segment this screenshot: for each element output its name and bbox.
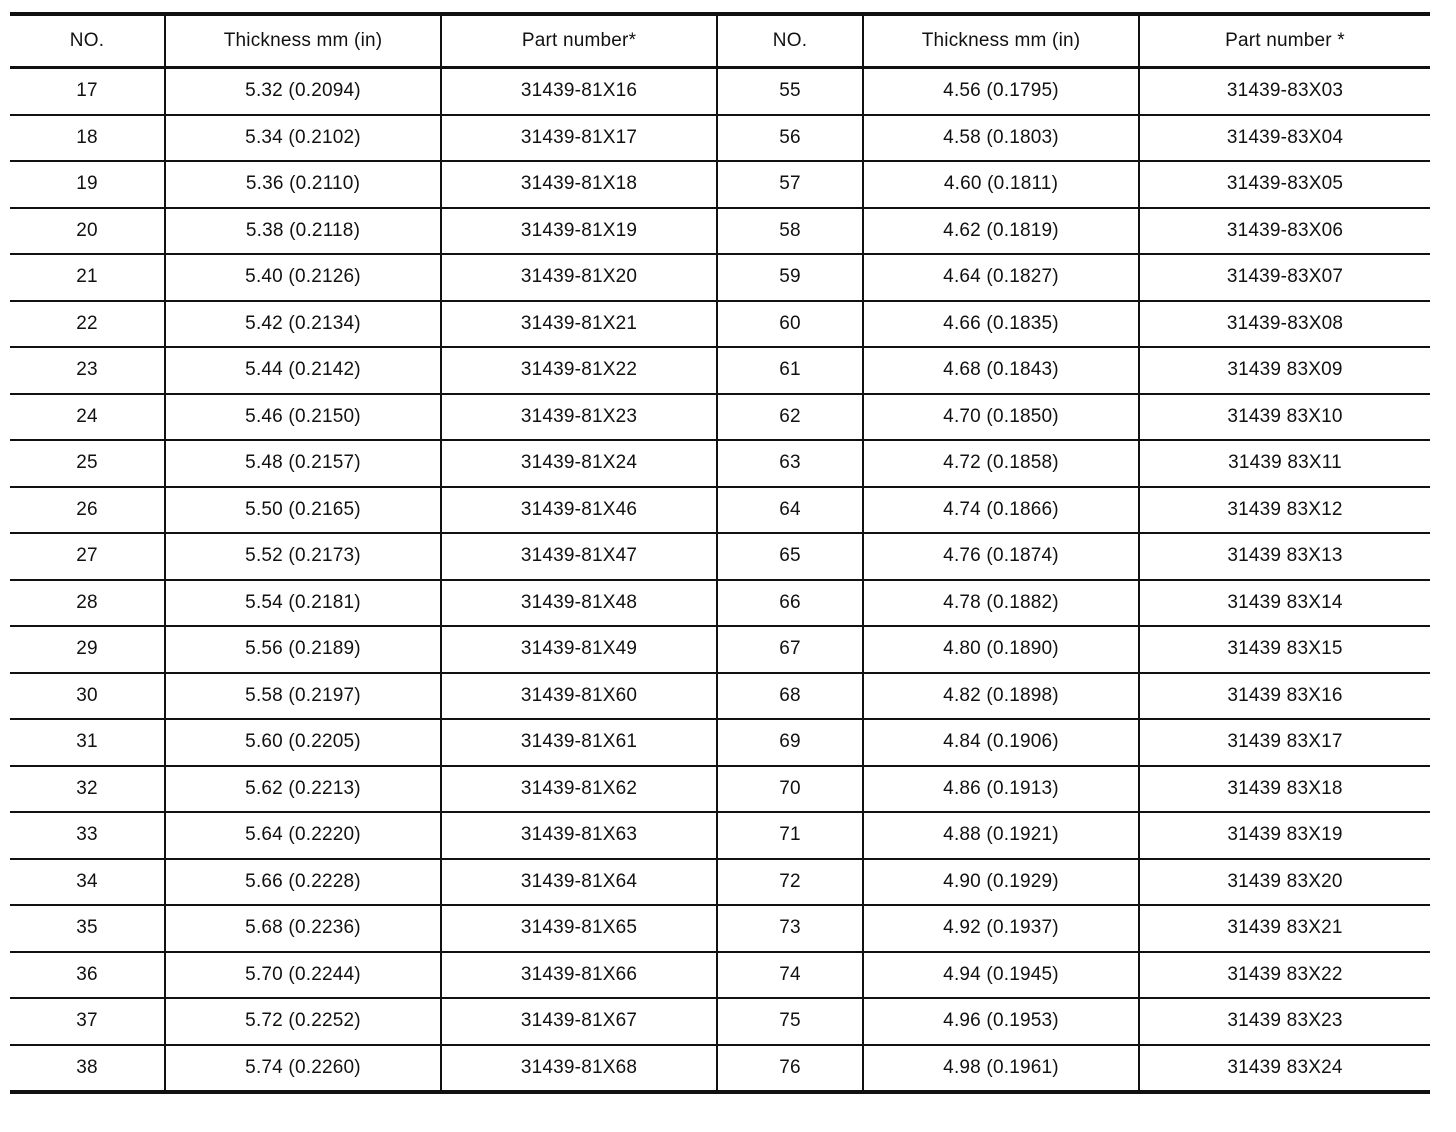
cell-no-left: 23	[10, 347, 165, 394]
cell-part-number-left: 31439-81X63	[441, 812, 717, 859]
table-row	[10, 719, 1430, 766]
cell-thickness-left: 5.66 (0.2228)	[165, 859, 441, 906]
cell-no-left: 38	[76, 1056, 98, 1078]
cell-no-left: 29	[10, 626, 165, 673]
cell-no-left: 30	[10, 673, 165, 720]
cell-thickness-left: 5.54 (0.2181)	[165, 580, 441, 627]
cell-no-right: 67	[717, 626, 863, 673]
cell-no-left: 37	[10, 998, 165, 1045]
cell-part-number-left: 31439-81X24	[441, 440, 717, 487]
cell-thickness-left: 5.44 (0.2142)	[165, 347, 441, 394]
cell-part-number-right: 31439-83X05	[1139, 161, 1430, 208]
cell-part-number-right: 31439-83X03	[1139, 68, 1430, 115]
cell-thickness-left: 5.46 (0.2150)	[165, 394, 441, 441]
cell-no-right: 69	[717, 719, 863, 766]
cell-part-number-right: 31439 83X11	[1139, 440, 1430, 487]
cell-thickness-left: 5.32 (0.2094)	[165, 68, 441, 115]
table-row	[10, 347, 1430, 394]
table-row	[10, 68, 1430, 115]
table-row	[10, 440, 1430, 487]
cell-thickness-right: 4.64 (0.1827)	[863, 254, 1139, 301]
cell-part-number-left: 31439-81X65	[441, 905, 717, 952]
cell-part-number-left: 31439-81X49	[441, 626, 717, 673]
cell-no-right: 68	[717, 673, 863, 720]
cell-thickness-right: 4.68 (0.1843)	[863, 347, 1139, 394]
cell-part-number-right: 31439 83X10	[1139, 394, 1430, 441]
cell-thickness-left: 5.60 (0.2205)	[165, 719, 441, 766]
cell-thickness-right: 4.70 (0.1850)	[863, 394, 1139, 441]
cell-part-number-left: 31439-81X22	[441, 347, 717, 394]
header-no-right: NO.	[717, 14, 863, 68]
cell-thickness-left: 5.72 (0.2252)	[165, 998, 441, 1045]
table-row	[10, 952, 1430, 999]
cell-no-left: 20	[10, 208, 165, 255]
cell-no-right: 76	[717, 1045, 863, 1093]
cell-thickness-right: 4.92 (0.1937)	[863, 905, 1139, 952]
cell-part-number-right: 31439 83X20	[1139, 859, 1430, 906]
cell-no-left: 24	[10, 394, 165, 441]
cell-part-number-right: 31439 83X16	[1139, 673, 1430, 720]
cell-thickness-left: 5.70 (0.2244)	[165, 952, 441, 999]
cell-part-number-right: 31439 83X18	[1139, 766, 1430, 813]
table-row	[10, 905, 1430, 952]
cell-no-right: 55	[717, 68, 863, 115]
table-row	[10, 487, 1430, 534]
cell-no-right: 61	[717, 347, 863, 394]
cell-thickness-right: 4.74 (0.1866)	[863, 487, 1139, 534]
cell-part-number-left: 31439-81X61	[441, 719, 717, 766]
cell-thickness-right: 4.76 (0.1874)	[863, 533, 1139, 580]
cell-thickness-right: 4.98 (0.1961)	[863, 1045, 1139, 1093]
cell-no-left: 17	[10, 68, 165, 115]
cell-no-left: 31	[10, 719, 165, 766]
cell-no-left: 33	[10, 812, 165, 859]
cell-thickness-right: 4.88 (0.1921)	[863, 812, 1139, 859]
cell-no-left: 21	[10, 254, 165, 301]
header-thickness-left: Thickness mm (in)	[165, 14, 441, 68]
cell-no-right: 70	[717, 766, 863, 813]
cell-no-left: 22	[10, 301, 165, 348]
cell-part-number-left: 31439-81X47	[441, 533, 717, 580]
cell-part-number-left: 31439-81X66	[441, 952, 717, 999]
cell-thickness-right: 4.84 (0.1906)	[863, 719, 1139, 766]
shim-thickness-table	[10, 12, 1430, 1094]
table-header	[10, 14, 1430, 68]
cell-part-number-left: 31439-81X46	[441, 487, 717, 534]
cell-part-number-right: 31439 83X15	[1139, 626, 1430, 673]
cell-no-right: 60	[717, 301, 863, 348]
cell-thickness-right: 4.82 (0.1898)	[863, 673, 1139, 720]
cell-thickness-right: 4.66 (0.1835)	[863, 301, 1139, 348]
cell-thickness-right: 4.58 (0.1803)	[863, 115, 1139, 162]
cell-thickness-left: 5.50 (0.2165)	[165, 487, 441, 534]
document-page	[10, 12, 1430, 1094]
cell-no-right: 66	[717, 580, 863, 627]
cell-part-number-right: 31439 83X17	[1139, 719, 1430, 766]
cell-no-right: 73	[717, 905, 863, 952]
table-row	[10, 580, 1430, 627]
cell-no-right: 64	[717, 487, 863, 534]
table-body	[10, 68, 1430, 1093]
cell-no-right: 63	[717, 440, 863, 487]
cell-thickness-right: 4.94 (0.1945)	[863, 952, 1139, 999]
cell-no-left: 26	[10, 487, 165, 534]
cell-part-number-right: 31439 83X19	[1139, 812, 1430, 859]
cell-thickness-left: 5.48 (0.2157)	[165, 440, 441, 487]
cell-thickness-left: 5.36 (0.2110)	[165, 161, 441, 208]
cell-thickness-right: 4.80 (0.1890)	[863, 626, 1139, 673]
header-part-number-left: Part number*	[441, 14, 717, 68]
cell-no-left: 32	[10, 766, 165, 813]
cell-no-right: 58	[717, 208, 863, 255]
table-row	[10, 115, 1430, 162]
cell-no-left: 35	[10, 905, 165, 952]
table-row	[10, 533, 1430, 580]
cell-no-right: 74	[717, 952, 863, 999]
cell-thickness-right: 4.60 (0.1811)	[863, 161, 1139, 208]
table-row	[10, 394, 1430, 441]
cell-no-right: 65	[717, 533, 863, 580]
cell-part-number-right: 31439 83X14	[1139, 580, 1430, 627]
cell-part-number-right: 31439 83X12	[1139, 487, 1430, 534]
table-row	[10, 208, 1430, 255]
cell-no-left: 19	[10, 161, 165, 208]
cell-thickness-left: 5.52 (0.2173)	[165, 533, 441, 580]
cell-part-number-left: 31439-81X19	[441, 208, 717, 255]
cell-thickness-left: 5.68 (0.2236)	[165, 905, 441, 952]
cell-part-number-right: 31439 83X21	[1139, 905, 1430, 952]
cell-no-right: 71	[717, 812, 863, 859]
cell-part-number-left: 31439-81X21	[441, 301, 717, 348]
table-row	[10, 161, 1430, 208]
cell-part-number-right: 31439 83X24	[1139, 1045, 1430, 1093]
cell-no-right: 57	[717, 161, 863, 208]
cell-part-number-left: 31439-81X67	[441, 998, 717, 1045]
cell-no-left: 27	[10, 533, 165, 580]
cell-thickness-left: 5.34 (0.2102)	[165, 115, 441, 162]
cell-part-number-left: 31439-81X23	[441, 394, 717, 441]
cell-thickness-left: 5.56 (0.2189)	[165, 626, 441, 673]
cell-part-number-right: 31439 83X09	[1139, 347, 1430, 394]
cell-thickness-right: 4.78 (0.1882)	[863, 580, 1139, 627]
table-row	[10, 1045, 1430, 1093]
cell-part-number-left: 31439-81X64	[441, 859, 717, 906]
cell-thickness-left: 5.58 (0.2197)	[165, 673, 441, 720]
cell-part-number-left: 31439-81X62	[441, 766, 717, 813]
cell-thickness-left: 5.74 (0.2260)	[165, 1045, 441, 1093]
cell-no-left: 34	[10, 859, 165, 906]
header-row	[10, 14, 1430, 68]
cell-thickness-right: 4.56 (0.1795)	[863, 68, 1139, 115]
cell-thickness-right: 4.90 (0.1929)	[863, 859, 1139, 906]
cell-part-number-left: 31439-81X18	[441, 161, 717, 208]
cell-part-number-right: 31439-83X06	[1139, 208, 1430, 255]
cell-no-right: 62	[717, 394, 863, 441]
cell-part-number-right: 31439-83X04	[1139, 115, 1430, 162]
cell-no-left: 36	[10, 952, 165, 999]
table-row	[10, 998, 1430, 1045]
cell-part-number-left: 31439-81X48	[441, 580, 717, 627]
cell-part-number-left: 31439-81X68	[441, 1045, 717, 1093]
cell-no-right: 72	[717, 859, 863, 906]
cell-thickness-left: 5.64 (0.2220)	[165, 812, 441, 859]
table-row	[10, 626, 1430, 673]
cell-no-left: 18	[10, 115, 165, 162]
table-row	[10, 812, 1430, 859]
cell-thickness-right: 4.96 (0.1953)	[863, 998, 1139, 1045]
cell-thickness-left: 5.42 (0.2134)	[165, 301, 441, 348]
cell-thickness-right: 4.62 (0.1819)	[863, 208, 1139, 255]
table-row	[10, 673, 1430, 720]
cell-part-number-right: 31439 83X13	[1139, 533, 1430, 580]
cell-part-number-left: 31439-81X60	[441, 673, 717, 720]
cell-thickness-right: 4.86 (0.1913)	[863, 766, 1139, 813]
cell-no-left: 28	[10, 580, 165, 627]
cell-part-number-right: 31439-83X07	[1139, 254, 1430, 301]
cell-thickness-left: 5.38 (0.2118)	[165, 208, 441, 255]
cell-part-number-right: 31439 83X22	[1139, 952, 1430, 999]
cell-part-number-left: 31439-81X20	[441, 254, 717, 301]
cell-part-number-right: 31439 83X23	[1139, 998, 1430, 1045]
cell-no-right: 75	[717, 998, 863, 1045]
cell-thickness-left: 5.40 (0.2126)	[165, 254, 441, 301]
table-row	[10, 301, 1430, 348]
cell-thickness-left: 5.62 (0.2213)	[165, 766, 441, 813]
cell-no-left: 25	[10, 440, 165, 487]
cell-part-number-left: 31439-81X17	[441, 115, 717, 162]
header-part-number-right: Part number *	[1139, 14, 1430, 68]
table-row	[10, 766, 1430, 813]
cell-part-number-right: 31439-83X08	[1139, 301, 1430, 348]
header-thickness-right: Thickness mm (in)	[863, 14, 1139, 68]
cell-thickness-right: 4.72 (0.1858)	[863, 440, 1139, 487]
table-row	[10, 254, 1430, 301]
cell-no-right: 59	[717, 254, 863, 301]
table-row	[10, 859, 1430, 906]
cell-no-right: 56	[717, 115, 863, 162]
header-no-left: NO.	[10, 14, 165, 68]
cell-part-number-left: 31439-81X16	[441, 68, 717, 115]
